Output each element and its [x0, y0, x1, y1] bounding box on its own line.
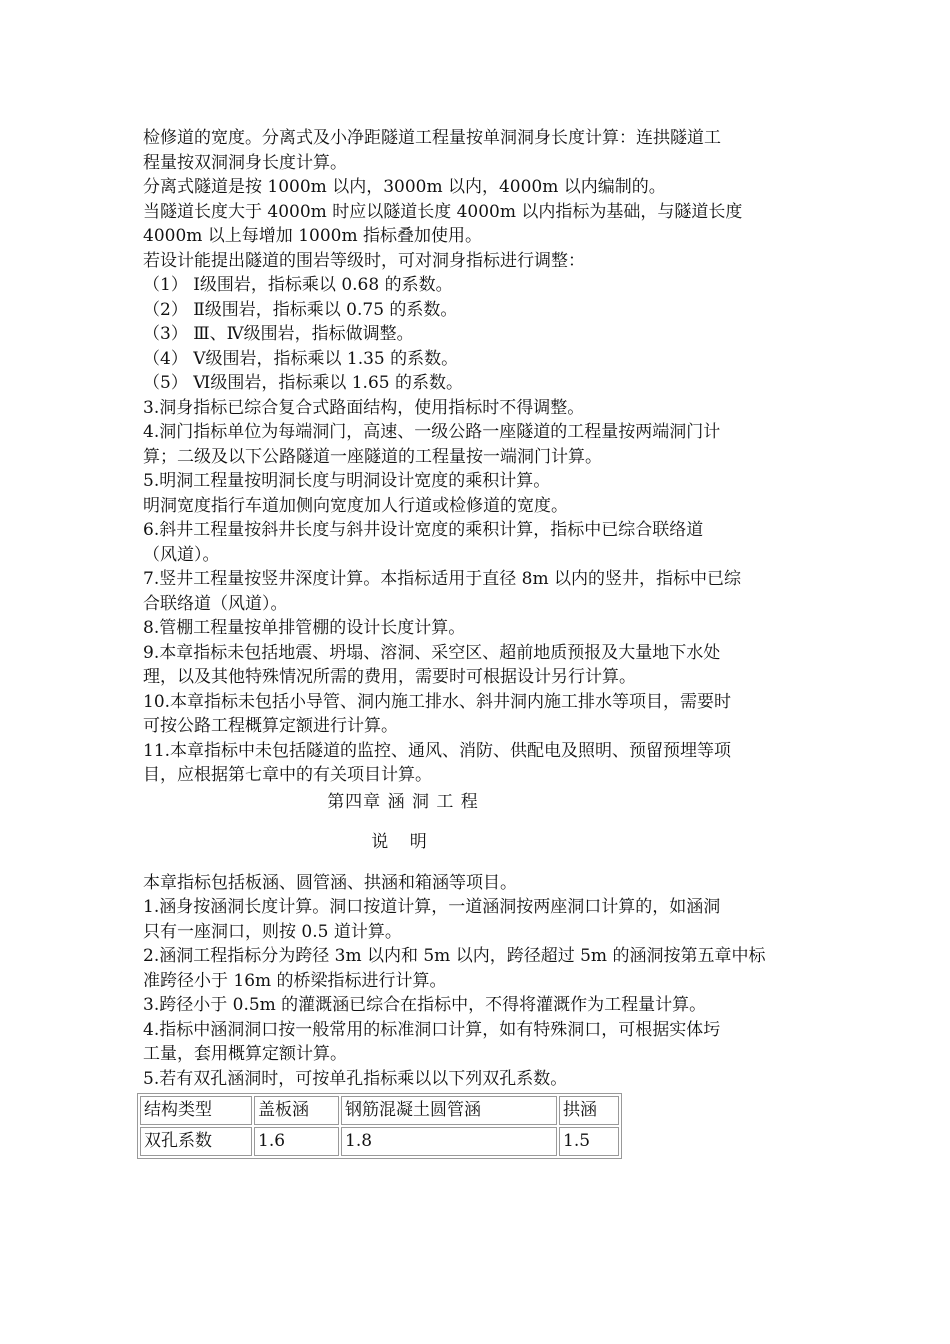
text-line: 3.跨径小于 0.5m 的灌溉涵已综合在指标中，不得将灌溉作为工程量计算。: [143, 995, 707, 1015]
double-hole-coefficient-table: [137, 1093, 622, 1159]
text-line: 3.洞身指标已综合复合式路面结构，使用指标时不得调整。: [143, 397, 585, 418]
text-line: 4.洞门指标单位为每端洞门，高速、一级公路一座隧道的工程量按两端洞门计: [143, 422, 721, 442]
text-line: 本章指标包括板涵、圆管涵、拱涵和箱涵等项目。: [143, 872, 517, 893]
table-cell: 1.8: [341, 1127, 557, 1156]
text-line: 明洞宽度指行车道加侧向宽度加人行道或检修道的宽度。: [143, 495, 568, 516]
list-item: （5） Ⅵ级围岩，指标乘以 1.65 的系数。: [143, 373, 463, 393]
table-cell: 双孔系数: [140, 1127, 252, 1156]
text-line: （风道）。: [143, 544, 220, 565]
text-line: 程量按双洞洞身长度计算。: [143, 152, 347, 173]
text-line: 当隧道长度大于 4000m 时应以隧道长度 4000m 以内指标为基础，与隧道长度: [143, 201, 743, 222]
text-line: 4.指标中涵洞洞口按一般常用的标准洞口计算，如有特殊洞口，可根据实体圬: [143, 1019, 721, 1040]
chapter-title: 第四章 涵 洞 工 程: [327, 791, 479, 812]
text-line: 2.涵洞工程指标分为跨径 3m 以内和 5m 以内，跨径超过 5m 的涵洞按第五章中标: [143, 946, 766, 966]
table-cell: 1.5: [559, 1127, 619, 1156]
text-line: 9.本章指标未包括地震、坍塌、溶洞、采空区、超前地质预报及大量地下水处: [143, 642, 721, 663]
table-header-cell: 结构类型: [140, 1096, 252, 1125]
list-item: （3） Ⅲ、Ⅳ级围岩，指标做调整。: [143, 324, 414, 344]
text-line: 理，以及其他特殊情况所需的费用，需要时可根据设计另行计算。: [143, 667, 636, 687]
text-line: 1.涵身按涵洞长度计算。洞口按道计算，一道涵洞按两座洞口计算的，如涵洞: [143, 897, 721, 917]
table-header-row: [140, 1096, 619, 1125]
table-cell: 1.6: [254, 1127, 339, 1156]
text-line: 10.本章指标未包括小导管、洞内施工排水、斜井洞内施工排水等项目，需要时: [143, 691, 732, 712]
document-page: [143, 126, 813, 1159]
text-line: 11.本章指标中未包括隧道的监控、通风、消防、供配电及照明、预留预埋等项: [143, 740, 732, 761]
text-line: 只有一座洞口，则按 0.5 道计算。: [143, 921, 402, 942]
text-line: 合联络道（风道）。: [143, 593, 288, 614]
list-item: （4） Ⅴ级围岩，指标乘以 1.35 的系数。: [143, 348, 459, 369]
text-line: 若设计能提出隧道的围岩等级时，可对洞身指标进行调整：: [143, 250, 585, 271]
text-line: 6.斜井工程量按斜井长度与斜井设计宽度的乘积计算，指标中已综合联络道: [143, 520, 704, 540]
text-line: 算；二级及以下公路隧道一座隧道的工程量按一端洞门计算。: [143, 446, 602, 467]
text-line: 7.竖井工程量按竖井深度计算。本指标适用于直径 8m 以内的竖井，指标中已综: [143, 569, 741, 589]
text-line: 目，应根据第七章中的有关项目计算。: [143, 765, 432, 785]
text-line: 检修道的宽度。分离式及小净距隧道工程量按单洞洞身长度计算：连拱隧道工: [143, 128, 721, 148]
text-line: 4000m 以上每增加 1000m 指标叠加使用。: [143, 226, 482, 246]
section-title: 说 明: [371, 832, 435, 852]
text-line: 分离式隧道是按 1000m 以内，3000m 以内，4000m 以内编制的。: [143, 177, 666, 197]
list-item: （1） Ⅰ级围岩，指标乘以 0.68 的系数。: [143, 275, 453, 295]
table-header-cell: 拱涵: [559, 1096, 619, 1125]
text-line: 5.明洞工程量按明洞长度与明洞设计宽度的乘积计算。: [143, 471, 551, 491]
text-block-top: [143, 126, 813, 788]
text-line: 准跨径小于 16m 的桥梁指标进行计算。: [143, 970, 447, 991]
text-line: 可按公路工程概算定额进行计算。: [143, 716, 398, 736]
table-header-cell: 盖板涵: [254, 1096, 339, 1125]
table-header-cell: 钢筋混凝土圆管涵: [341, 1096, 557, 1125]
text-line: 8.管棚工程量按单排管棚的设计长度计算。: [143, 618, 466, 638]
table-row: [140, 1127, 619, 1156]
text-line: 5.若有双孔涵洞时，可按单孔指标乘以以下列双孔系数。: [143, 1068, 568, 1089]
text-block-bottom: [143, 871, 813, 1092]
list-item: （2） Ⅱ级围岩，指标乘以 0.75 的系数。: [143, 299, 458, 320]
text-line: 工量，套用概算定额计算。: [143, 1044, 347, 1064]
